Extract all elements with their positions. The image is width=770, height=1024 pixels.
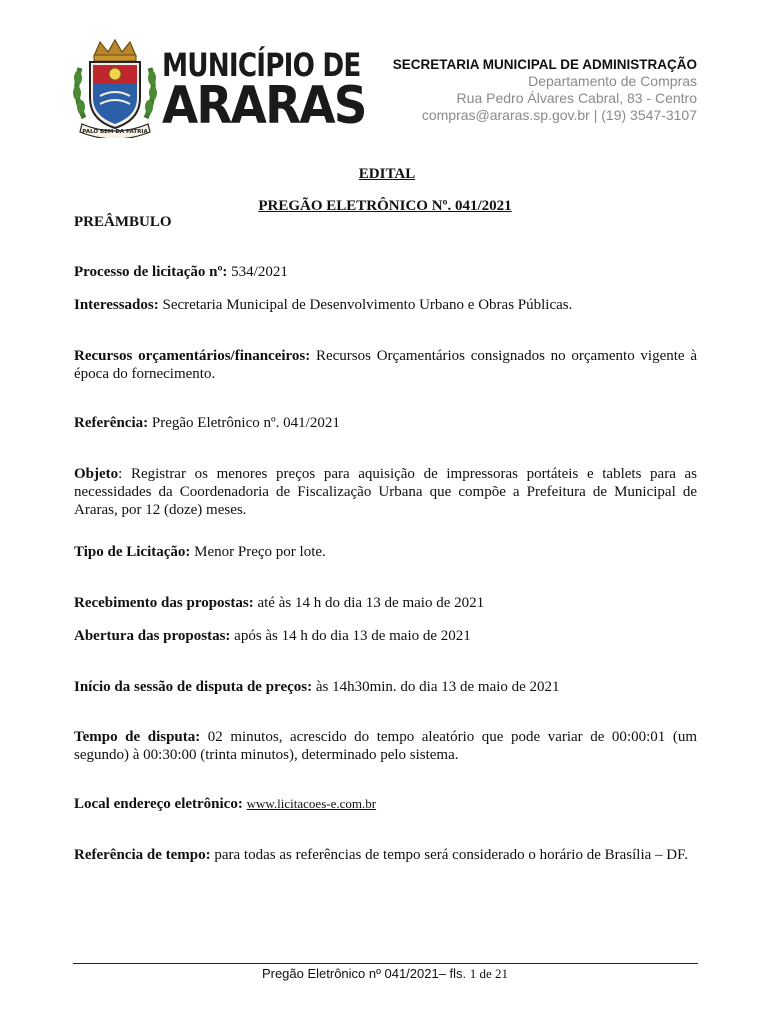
field-label: Início da sessão de disputa de preços: (74, 679, 313, 695)
field-proposal-opening (74, 627, 697, 645)
field-reference (74, 414, 697, 432)
field-value: até às 14 h do dia 13 de maio de 2021 (253, 595, 485, 611)
field-value: 534/2021 (227, 264, 288, 280)
seal-motto: PALO BEM DA PATRIA (82, 129, 148, 135)
field-value: Secretaria Municipal de Desenvolvimento Urbano e Obras Públicas. (158, 297, 573, 313)
contact-info: compras@araras.sp.gov.br | (19) 3547-3107 (421, 107, 697, 123)
field-interested-parties (74, 296, 697, 314)
department-name: Departamento de Compras (528, 73, 697, 89)
field-session-start (74, 678, 697, 696)
field-label: Tipo de Licitação: (74, 544, 191, 560)
page-number: 1 de 21 (469, 966, 509, 981)
field-value: Recursos Orçamentários consignados no orçamento vigente à época do fornecimento. (74, 348, 697, 382)
page-footer (0, 966, 770, 982)
logo-line1: MUNICÍPIO DE (162, 46, 361, 84)
city-coat-of-arms-icon (70, 38, 160, 138)
footer-text: Pregão Eletrônico nº 041/2021– fls. (261, 966, 470, 981)
field-budget-resources (74, 347, 697, 383)
municipality-logo (70, 38, 366, 138)
address: Rua Pedro Álvares Cabral, 83 - Centro (456, 90, 697, 106)
footer-divider (73, 963, 698, 964)
field-proposal-receipt (74, 594, 697, 612)
field-object (74, 465, 697, 519)
field-label: Referência: (74, 415, 149, 431)
section-heading: PREÂMBULO (74, 214, 172, 230)
document-subtitle: PREGÃO ELETRÔNICO Nº. 041/2021 (258, 198, 512, 214)
field-label: Processo de licitação nº: (74, 264, 228, 280)
field-label: Local endereço eletrônico: (74, 796, 243, 812)
field-label: Recebimento das propostas: (74, 595, 254, 611)
field-dispute-time (74, 728, 697, 764)
field-label: Abertura das propostas: (74, 628, 231, 644)
logo-line2: ARARAS (162, 76, 366, 136)
field-value: para todas as referências de tempo será considerado o horário de Brasília – DF. (210, 847, 688, 863)
field-bidding-type (74, 543, 697, 561)
electronic-address-link[interactable]: www.licitacoes-e.com.br (246, 796, 377, 811)
field-label: Objeto (74, 466, 119, 482)
document-title: EDITAL (358, 166, 416, 182)
field-value: Menor Preço por lote. (190, 544, 326, 560)
field-value: 02 minutos, acrescido do tempo aleatório que pode variar de 00:00:01 (um segundo) à 00:30:00 (trinta minutos), determinado pelo sistema. (74, 729, 697, 763)
field-value: Pregão Eletrônico nº. 041/2021 (148, 415, 340, 431)
field-value: às 14h30min. do dia 13 de maio de 2021 (312, 679, 560, 695)
field-value: : Registrar os menores preços para aquisição de impressoras portáteis e tablets para as necessidades da Coordenadoria de Fiscalização Urbana que compõe a Prefeitura de Municipal de Araras, por 12 (doze) meses. (74, 466, 697, 518)
secretariat-name: SECRETARIA MUNICIPAL DE ADMINISTRAÇÃO (392, 57, 697, 72)
field-label: Interessados: (74, 297, 159, 313)
field-label: Tempo de disputa: (74, 729, 201, 745)
field-time-reference (74, 846, 697, 864)
field-label: Referência de tempo: (74, 847, 211, 863)
header-info (393, 56, 697, 124)
field-process-number (74, 263, 697, 281)
field-electronic-address (74, 795, 697, 813)
field-label: Recursos orçamentários/financeiros: (74, 348, 311, 364)
field-value: após às 14 h do dia 13 de maio de 2021 (230, 628, 471, 644)
